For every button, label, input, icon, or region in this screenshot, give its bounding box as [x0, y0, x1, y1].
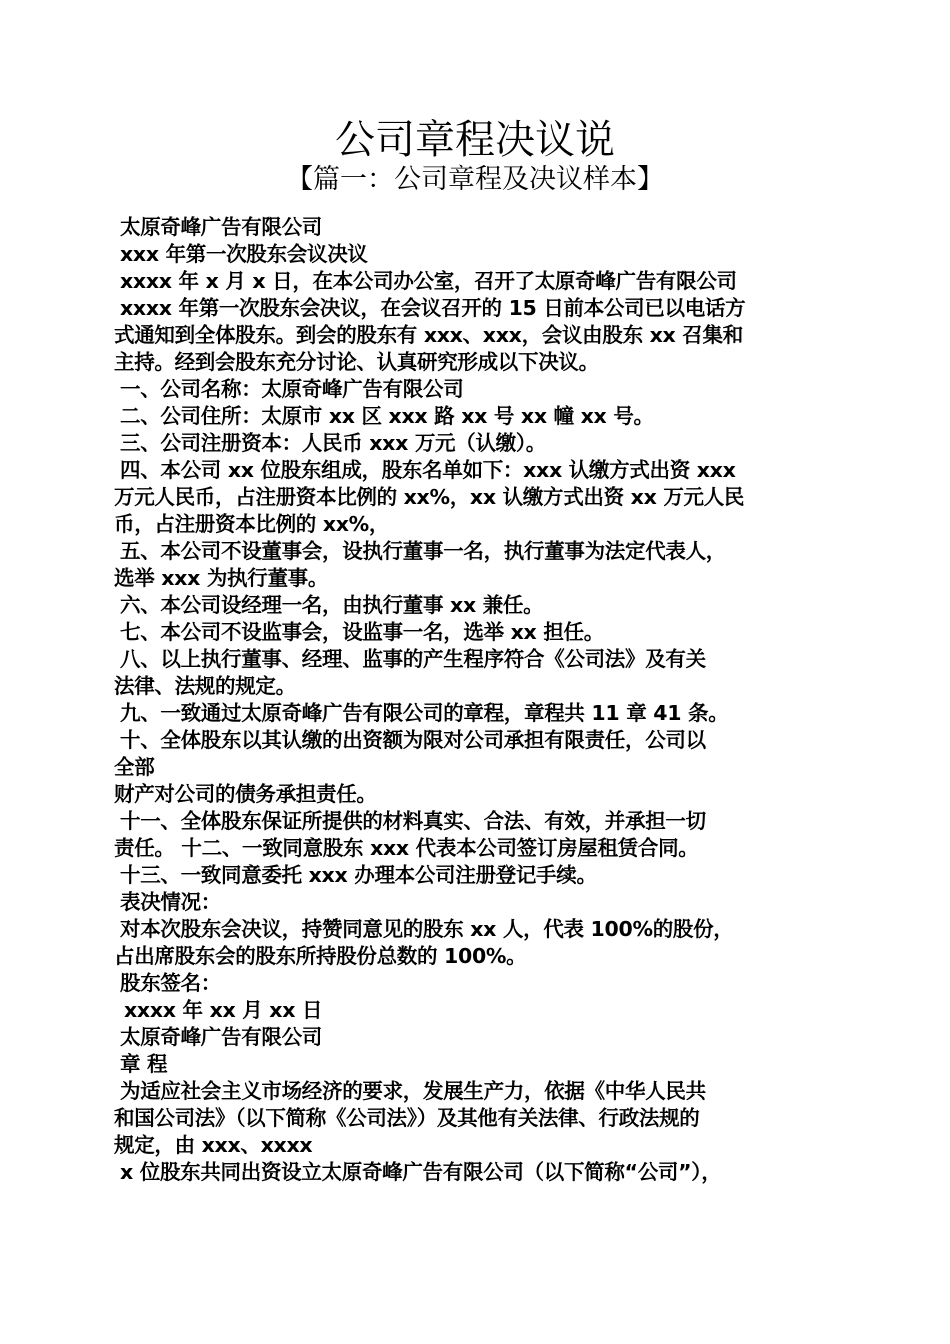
paragraph-line: 法律、法规的规定。 — [114, 674, 296, 698]
paragraph-line: xxxx 年第一次股东会决议，在会议召开的 15 日前本公司已以电话方 — [120, 296, 746, 320]
resolution-item: 十、全体股东以其认缴的出资额为限对公司承担有限责任，公司以 — [120, 728, 706, 752]
resolution-item: 四、本公司 xx 位股东组成，股东名单如下：xxx 认缴方式出资 xxx — [120, 458, 736, 482]
signature-label: 股东签名： — [120, 971, 221, 995]
resolution-item: 七、本公司不设监事会，设监事一名，选举 xx 担任。 — [120, 620, 604, 644]
paragraph-line: 为适应社会主义市场经济的要求，发展生产力，依据《中华人民共 — [120, 1079, 706, 1103]
paragraph-line: 规定，由 xxx、xxxx — [114, 1133, 313, 1157]
paragraph-line: xxxx 年 x 月 x 日，在本公司办公室，召开了太原奇峰广告有限公司 — [120, 269, 737, 293]
paragraph-line: x 位股东共同出资设立太原奇峰广告有限公司（以下简称“公司”）， — [120, 1160, 722, 1184]
resolution-item: 八、以上执行董事、经理、监事的产生程序符合《公司法》及有关 — [120, 647, 706, 671]
resolution-heading: xxx 年第一次股东会议决议 — [120, 242, 368, 266]
resolution-item: 五、本公司不设董事会，设执行董事一名，执行董事为法定代表人， — [120, 539, 726, 563]
paragraph-line: 占出席股东会的股东所持股份总数的 100%。 — [114, 944, 527, 968]
paragraph-line: 币，占注册资本比例的 xx%， — [114, 512, 390, 536]
paragraph-line: 责任。 十二、一致同意股东 xxx 代表本公司签订房屋租赁合同。 — [114, 836, 699, 860]
document-subtitle: 【篇一：公司章程及决议样本】 — [286, 164, 664, 195]
paragraph-line: 选举 xxx 为执行董事。 — [114, 566, 329, 590]
resolution-item: 六、本公司设经理一名，由执行董事 xx 兼任。 — [120, 593, 544, 617]
charter-heading: 章 程 — [120, 1052, 168, 1076]
company-name: 太原奇峰广告有限公司 — [120, 215, 322, 239]
resolution-item: 二、公司住所：太原市 xx 区 xxx 路 xx 号 xx 幢 xx 号。 — [120, 404, 654, 428]
paragraph-line: 全部 — [114, 755, 155, 779]
resolution-item: 三、公司注册资本：人民币 xxx 万元（认缴）。 — [120, 431, 546, 455]
resolution-item: 十三、一致同意委托 xxx 办理本公司注册登记手续。 — [120, 863, 597, 887]
paragraph-line: 财产对公司的债务承担责任。 — [114, 782, 377, 806]
paragraph-line: 和国公司法》（以下简称《公司法》）及其他有关法律、行政法规的 — [114, 1106, 700, 1130]
paragraph-line: 对本次股东会决议，持赞同意见的股东 xx 人，代表 100%的股份， — [120, 917, 734, 941]
document-body — [114, 214, 836, 1186]
resolution-item: 十一、全体股东保证所提供的材料真实、合法、有效，并承担一切 — [120, 809, 706, 833]
company-name: 太原奇峰广告有限公司 — [120, 1025, 322, 1049]
paragraph-line: 主持。经到会股东充分讨论、认真研究形成以下决议。 — [114, 350, 599, 374]
resolution-item: 一、公司名称：太原奇峰广告有限公司 — [120, 377, 464, 401]
date-line: xxxx 年 xx 月 xx 日 — [124, 998, 323, 1022]
document-title: 公司章程决议说 — [335, 117, 615, 163]
paragraph-line: 式通知到全体股东。到会的股东有 xxx、xxx，会议由股东 xx 召集和 — [114, 323, 743, 347]
vote-heading: 表决情况： — [120, 890, 221, 914]
resolution-item: 九、一致通过太原奇峰广告有限公司的章程，章程共 11 章 41 条。 — [120, 701, 729, 725]
paragraph-line: 万元人民币，占注册资本比例的 xx%，xx 认缴方式出资 xx 万元人民 — [114, 485, 745, 509]
